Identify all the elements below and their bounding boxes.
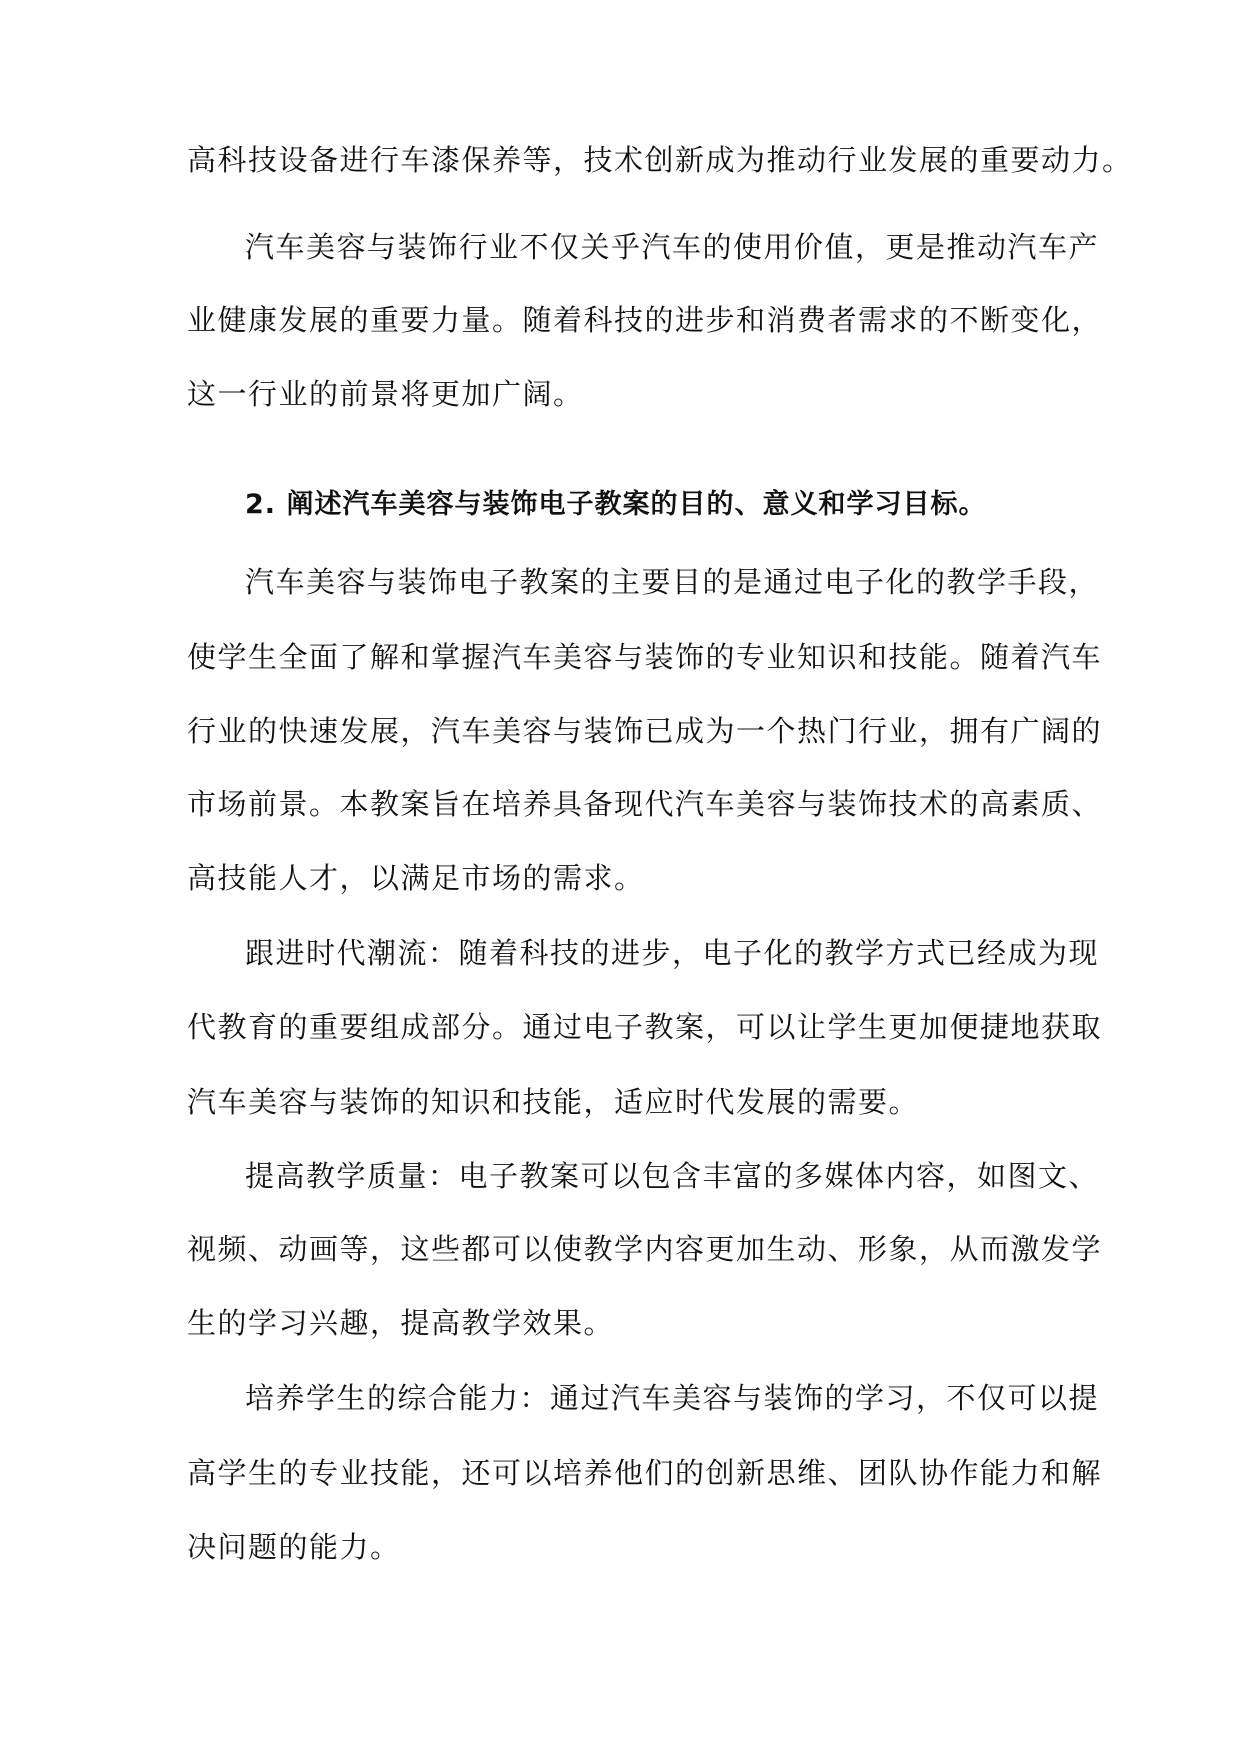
body-text-line: 培养学生的综合能力：通过汽车美容与装饰的学习，不仅可以提 bbox=[245, 1381, 1100, 1415]
body-text-line: 代教育的重要组成部分。通过电子教案，可以让学生更加便捷地获取 bbox=[187, 1010, 1103, 1044]
body-text-line: 汽车美容与装饰电子教案的主要目的是通过电子化的教学手段， bbox=[245, 565, 1100, 599]
section-heading: 2. 阐述汽车美容与装饰电子教案的目的、意义和学习目标。 bbox=[245, 489, 987, 520]
body-text-line: 高技能人才，以满足市场的需求。 bbox=[187, 861, 645, 895]
body-text-line: 决问题的能力。 bbox=[187, 1530, 401, 1564]
body-text-line: 高科技设备进行车漆保养等，技术创新成为推动行业发展的重要动力。 bbox=[187, 143, 1133, 177]
body-text-line: 这一行业的前景将更加广阔。 bbox=[187, 377, 584, 411]
body-text-line: 跟进时代潮流：随着科技的进步，电子化的教学方式已经成为现 bbox=[245, 936, 1100, 970]
body-text-line: 高学生的专业技能，还可以培养他们的创新思维、团队协作能力和解 bbox=[187, 1456, 1103, 1490]
body-text-line: 汽车美容与装饰的知识和技能，适应时代发展的需要。 bbox=[187, 1085, 920, 1119]
body-text-line: 使学生全面了解和掌握汽车美容与装饰的专业知识和技能。随着汽车 bbox=[187, 640, 1103, 674]
body-text-line: 生的学习兴趣，提高教学效果。 bbox=[187, 1306, 615, 1340]
body-text-line: 视频、动画等，这些都可以使教学内容更加生动、形象，从而激发学 bbox=[187, 1232, 1103, 1266]
body-text-line: 市场前景。本教案旨在培养具备现代汽车美容与装饰技术的高素质、 bbox=[187, 787, 1103, 821]
body-text-line: 业健康发展的重要力量。随着科技的进步和消费者需求的不断变化， bbox=[187, 303, 1103, 337]
body-text-line: 汽车美容与装饰行业不仅关乎汽车的使用价值，更是推动汽车产 bbox=[245, 230, 1100, 264]
body-text-line: 提高教学质量：电子教案可以包含丰富的多媒体内容，如图文、 bbox=[245, 1159, 1100, 1193]
body-text-line: 行业的快速发展，汽车美容与装饰已成为一个热门行业，拥有广阔的 bbox=[187, 714, 1103, 748]
